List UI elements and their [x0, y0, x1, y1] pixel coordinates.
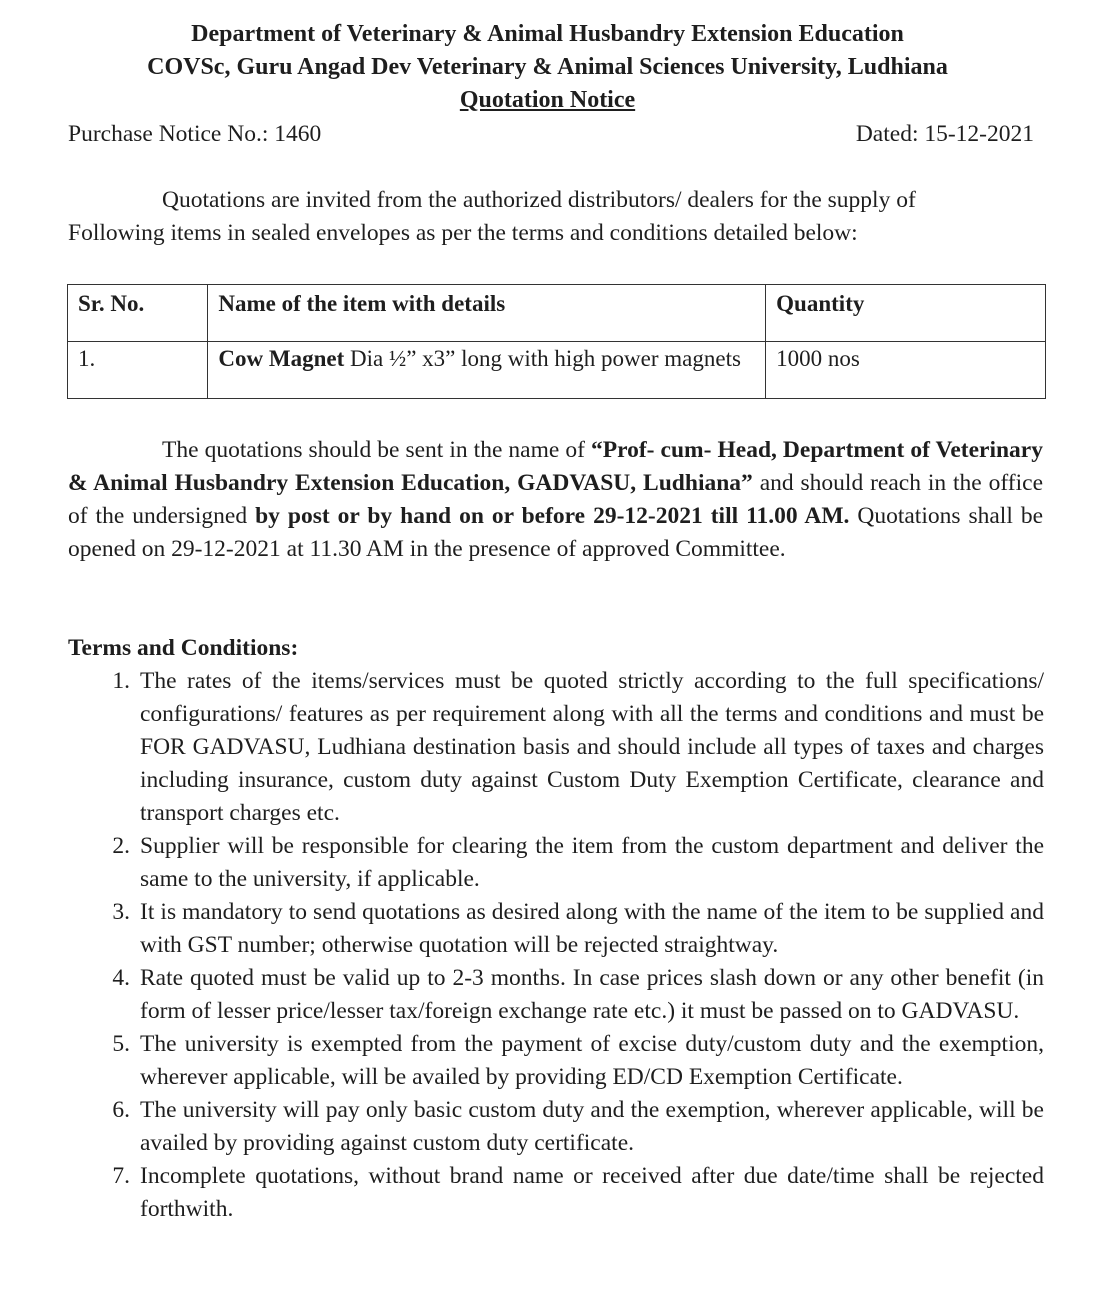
para-text-1: The quotations should be sent in the name of	[162, 437, 591, 463]
cell-sr-no: 1.	[68, 342, 208, 399]
term-text: It is mandatory to send quotations as desired along with the name of the item to be supplied and with GST number; otherwise quotation will be rejected straightway.	[140, 899, 1044, 958]
terms-list	[68, 665, 1044, 1226]
header-item-name: Name of the item with details	[208, 285, 766, 342]
term-number: 4.	[112, 965, 130, 991]
para-text-3: Quotations shall be opened on 29-12-2021 at 11.30 AM in the presence of approved Committee.	[68, 503, 1044, 562]
terms-heading: Terms and Conditions:	[68, 635, 299, 661]
cell-item-name	[208, 342, 766, 399]
list-item	[68, 665, 1044, 830]
list-item	[68, 1028, 1044, 1094]
para-text-2: and should reach in the office of the undersigned	[68, 470, 1044, 529]
items-table	[67, 284, 1046, 399]
term-number: 1.	[112, 668, 130, 694]
item-details: Dia ½” x3” long with high power magnets	[344, 346, 741, 371]
header-quantity: Quantity	[766, 285, 1046, 342]
list-item	[68, 896, 1044, 962]
term-text: The rates of the items/services must be quoted strictly according to the full specifications/ configurations/ features as per requirement along with all the terms and conditions and must be FOR GADVASU, Ludhiana destination basis and should include all types of taxes and charges including insurance, custom duty against Custom Duty Exemption Certificate, clearance and transport charges etc.	[140, 668, 1044, 826]
table-header-row	[68, 285, 1046, 342]
table-row	[68, 342, 1046, 399]
notice-meta	[68, 118, 1034, 151]
department-title: Department of Veterinary & Animal Husbandry Extension Education	[191, 21, 904, 47]
document-header	[0, 18, 1095, 117]
list-item	[68, 1094, 1044, 1160]
list-item	[68, 962, 1044, 1028]
intro-paragraph	[68, 184, 968, 250]
term-text: Supplier will be responsible for clearing the item from the custom department and deliver the same to the university, if applicable.	[140, 833, 1044, 892]
notice-date: Dated: 15-12-2021	[855, 121, 1034, 147]
list-item	[68, 830, 1044, 896]
purchase-notice-number: Purchase Notice No.: 1460	[68, 121, 322, 147]
term-text: Rate quoted must be valid up to 2-3 months. In case prices slash down or any other benefit (in form of lesser price/lesser tax/foreign exchange rate etc.) it must be passed on to GADVASU.	[140, 965, 1044, 1024]
term-number: 5.	[112, 1031, 130, 1057]
item-name-bold: Cow Magnet	[218, 346, 345, 371]
term-number: 3.	[112, 899, 130, 925]
term-number: 7.	[112, 1163, 130, 1189]
submission-paragraph	[68, 434, 1043, 566]
term-number: 2.	[112, 833, 130, 859]
notice-title: Quotation Notice	[459, 87, 636, 113]
intro-line-1: Quotations are invited from the authorized distributors/ dealers for the supply of	[162, 187, 916, 213]
para-addressee: “Prof- cum- Head, Department of Veterinary & Animal Husbandry Extension Education, GADVASU, Ludhiana”	[68, 437, 1043, 496]
cell-quantity: 1000 nos	[766, 342, 1046, 399]
intro-line-2: Following items in sealed envelopes as per the terms and conditions detailed below:	[68, 220, 858, 246]
term-number: 6.	[112, 1097, 130, 1123]
list-item	[68, 1160, 1044, 1226]
university-title: COVSc, Guru Angad Dev Veterinary & Animal Sciences University, Ludhiana	[147, 54, 948, 80]
para-deadline: by post or by hand on or before 29-12-2021 till 11.00 AM.	[255, 503, 850, 529]
header-sr-no: Sr. No.	[68, 285, 208, 342]
term-text: The university is exempted from the payment of excise duty/custom duty and the exemption, wherever applicable, will be availed by providing ED/CD Exemption Certificate.	[140, 1031, 1044, 1090]
term-text: Incomplete quotations, without brand name or received after due date/time shall be rejected forthwith.	[140, 1163, 1044, 1222]
term-text: The university will pay only basic custom duty and the exemption, wherever applicable, will be availed by providing against custom duty certificate.	[140, 1097, 1044, 1156]
